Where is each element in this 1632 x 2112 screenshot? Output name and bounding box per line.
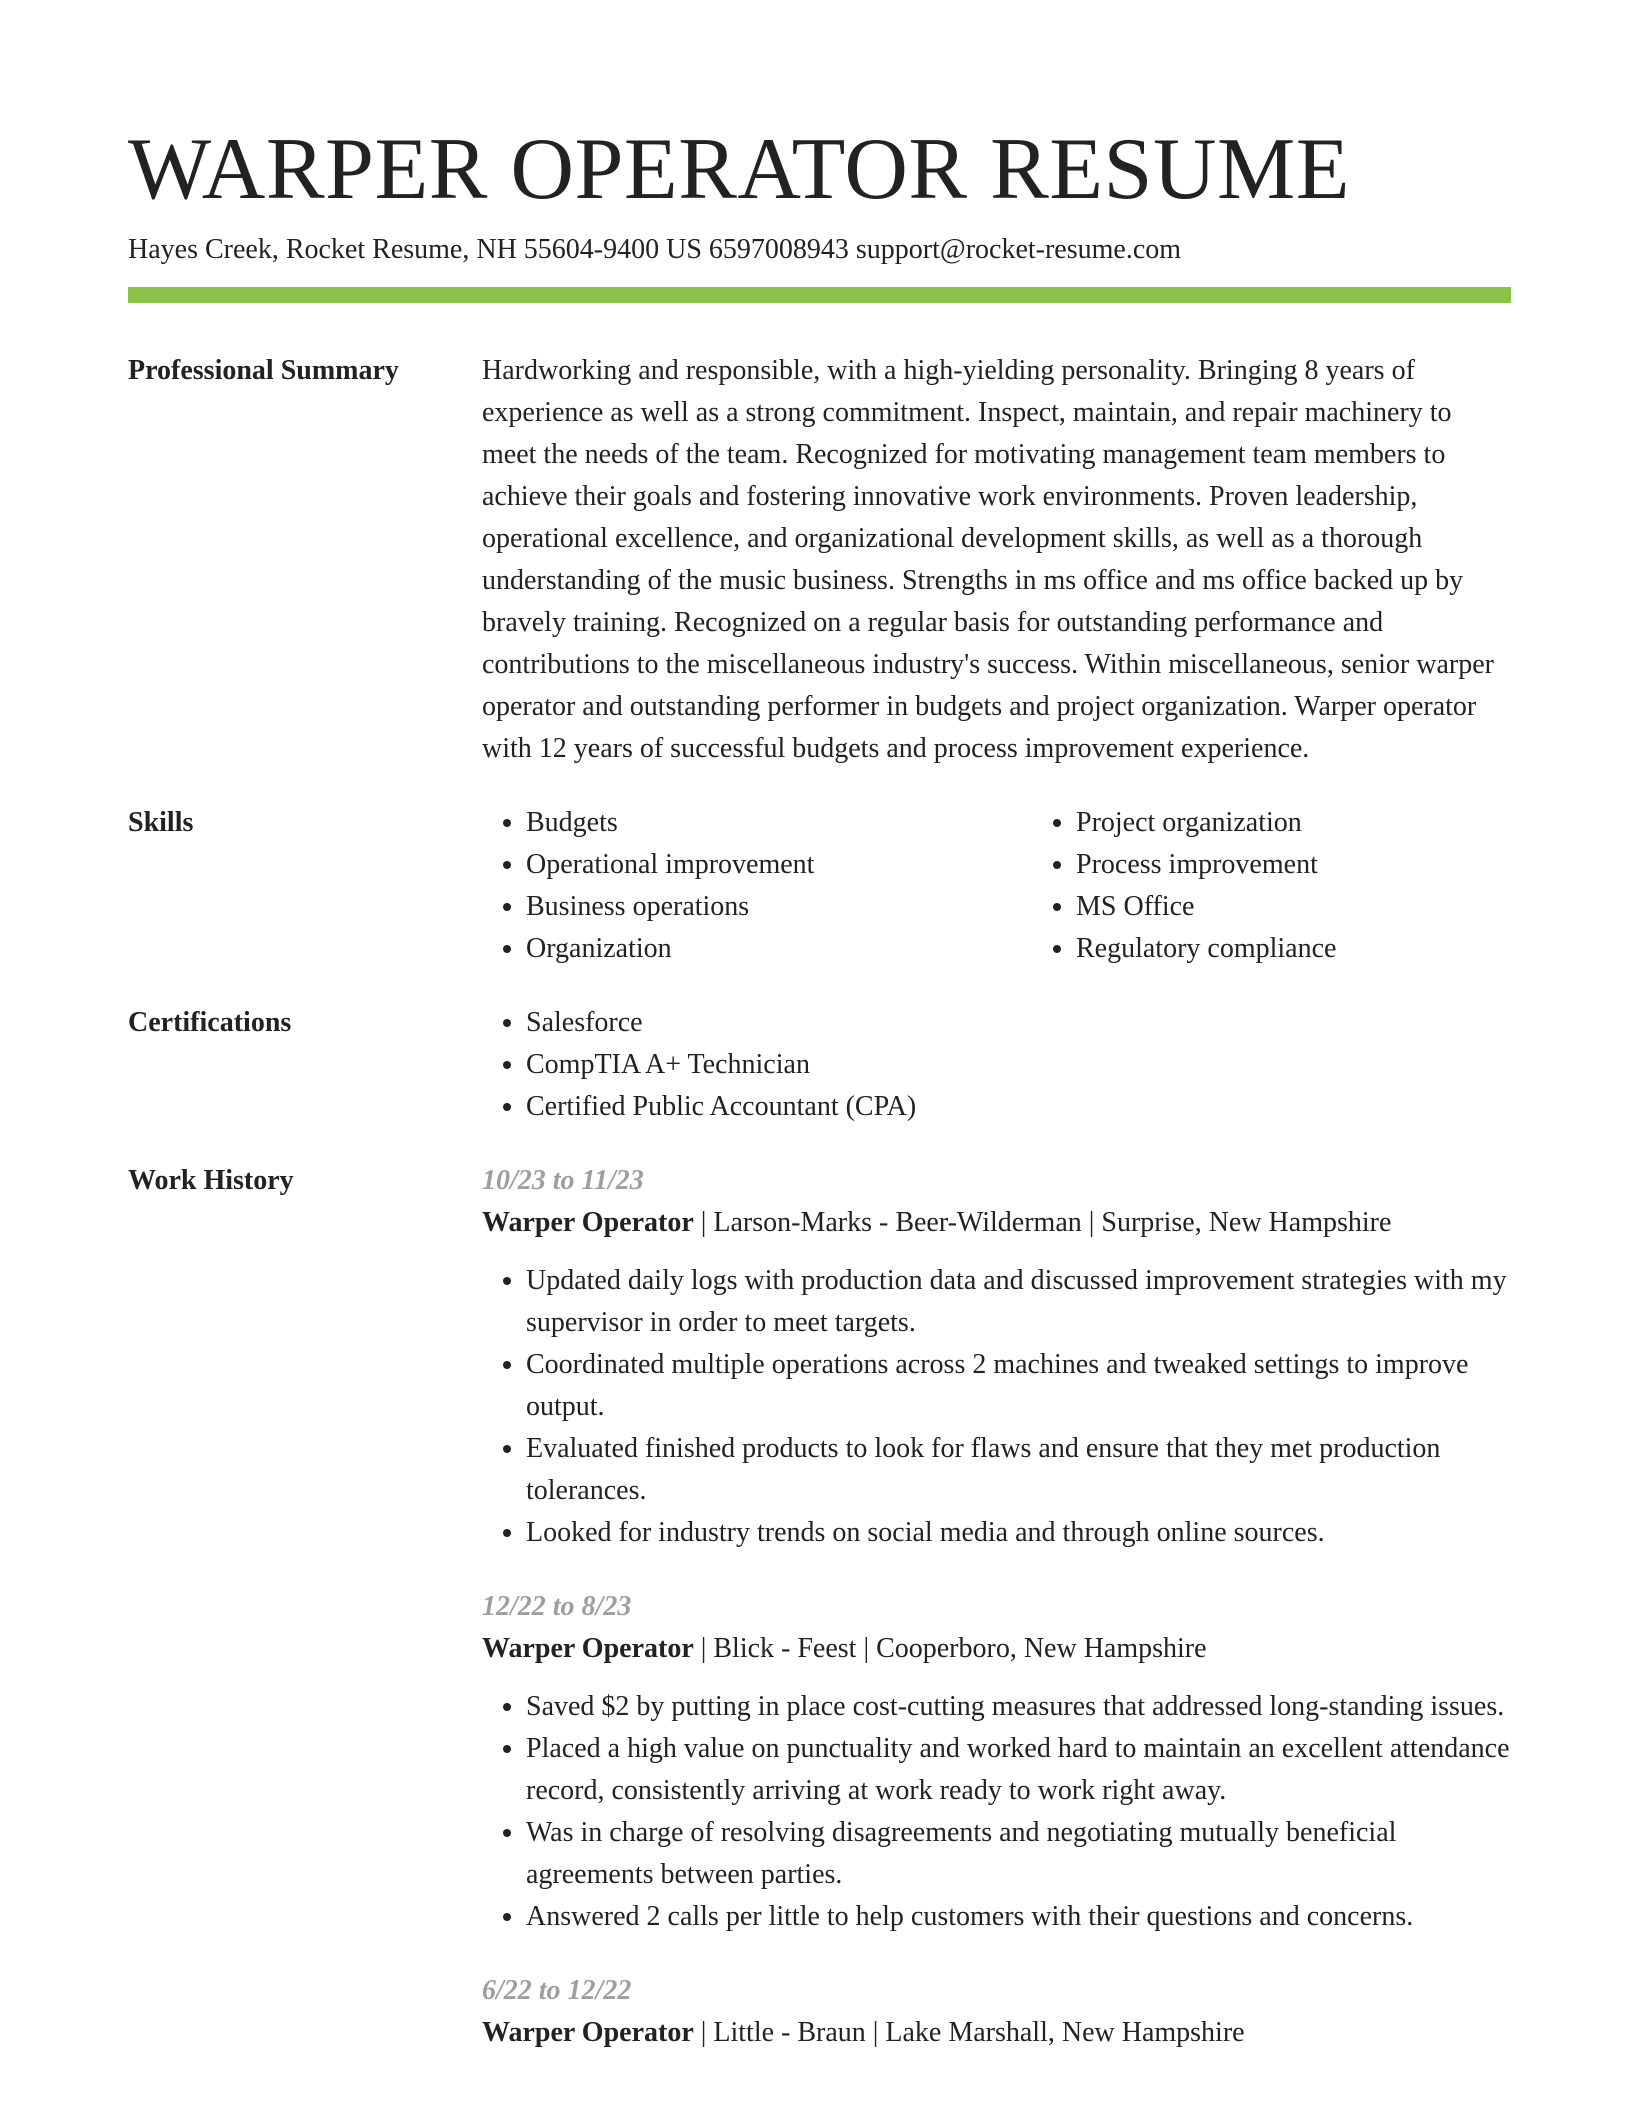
job-bullet: • Evaluated finished products to look for flaws and ensure that they met production tolerances. [526, 1428, 1511, 1512]
job-heading [482, 1628, 1511, 1670]
job-bullet: • Was in charge of resolving disagreements and negotiating mutually beneficial agreements between parties. [526, 1812, 1511, 1896]
job-bullets [482, 1260, 1511, 1554]
job-title: Warper Operator [482, 1633, 694, 1664]
job-entry [482, 1586, 1511, 1938]
section-certifications [128, 1002, 1511, 1128]
summary-text: Hardworking and responsible, with a high-yielding personality. Bringing 8 years of experience as well as a strong commitment. Inspect, maintain, and repair machinery to meet the needs of the team. Recognized for motivating management team members to achieve their goals and fostering innovative work environments. Proven leadership, operational excellence, and organizational development skills, as well as a thorough understanding of the music business. Strengths in ms office and ms office backed up by bravely training. Recognized on a regular basis for outstanding performance and contributions to the miscellaneous industry's success. Within miscellaneous, senior warper operator and outstanding performer in budgets and project organization. Warper operator with 12 years of successful budgets and process improvement experience. [482, 355, 1494, 764]
section-work-history [128, 1160, 1511, 2054]
skill-item: • Project organization [1076, 802, 1582, 844]
job-heading [482, 2012, 1511, 2054]
work-history-content [482, 1160, 1511, 2054]
skill-item: • Operational improvement [526, 844, 1032, 886]
section-label-certifications: Certifications [128, 1007, 292, 1038]
job-entry [482, 1160, 1511, 1554]
header-divider [128, 287, 1511, 303]
skill-item: • MS Office [1076, 886, 1582, 928]
contact-email: support@rocket-resume.com [855, 234, 1182, 265]
certification-item: • CompTIA A+ Technician [526, 1044, 1511, 1086]
job-bullet: • Answered 2 calls per little to help customers with their questions and concerns. [526, 1896, 1511, 1938]
skill-item: • Business operations [526, 886, 1032, 928]
skill-item: • Process improvement [1076, 844, 1582, 886]
job-bullet: • Placed a high value on punctuality and worked hard to maintain an excellent attendance record, consistently arriving at work ready to work right away. [526, 1728, 1511, 1812]
job-dates: 12/22 to 8/23 [482, 1591, 632, 1622]
section-summary [128, 350, 1511, 770]
job-dates: 10/23 to 11/23 [482, 1165, 644, 1196]
job-details: | Little - Braun | Lake Marshall, New Hampshire [693, 2017, 1245, 2048]
certifications-content [482, 1002, 1511, 1128]
job-details: | Larson-Marks - Beer-Wilderman | Surprise, New Hampshire [693, 1207, 1392, 1238]
job-details: | Blick - Feest | Cooperboro, New Hampshire [693, 1633, 1207, 1664]
contact-phone: 6597008943 [708, 234, 849, 265]
skills-content [482, 802, 1582, 970]
certifications-list [482, 1002, 1511, 1128]
job-dates: 6/22 to 12/22 [482, 1975, 632, 2006]
certification-item: • Certified Public Accountant (CPA) [526, 1086, 1511, 1128]
contact-line [128, 230, 1181, 270]
job-bullet: • Updated daily logs with production data and discussed improvement strategies with my supervisor in order to meet targets. [526, 1260, 1511, 1344]
summary-content [482, 350, 1511, 770]
section-label-summary: Professional Summary [128, 355, 399, 386]
job-bullet: • Saved $2 by putting in place cost-cutting measures that addressed long-standing issues. [526, 1686, 1511, 1728]
skills-list-right [1032, 802, 1582, 970]
job-bullet: • Looked for industry trends on social media and through online sources. [526, 1512, 1511, 1554]
resume-title: WARPER OPERATOR RESUME [128, 121, 1351, 218]
contact-address: Hayes Creek, Rocket Resume, NH 55604-9400 US [128, 234, 702, 265]
job-title: Warper Operator [482, 2017, 694, 2048]
skills-list-left [482, 802, 1032, 970]
certification-item: • Salesforce [526, 1002, 1511, 1044]
job-bullet: • Coordinated multiple operations across 2 machines and tweaked settings to improve output. [526, 1344, 1511, 1428]
job-title: Warper Operator [482, 1207, 694, 1238]
resume-body [128, 350, 1511, 2086]
section-skills [128, 802, 1511, 970]
skill-item: • Regulatory compliance [1076, 928, 1582, 970]
section-label-work-history: Work History [128, 1165, 294, 1196]
section-label-skills: Skills [128, 807, 194, 838]
job-bullets [482, 1686, 1511, 1938]
skill-item: • Budgets [526, 802, 1032, 844]
job-heading [482, 1202, 1511, 1244]
skill-item: • Organization [526, 928, 1032, 970]
job-entry [482, 1970, 1511, 2054]
